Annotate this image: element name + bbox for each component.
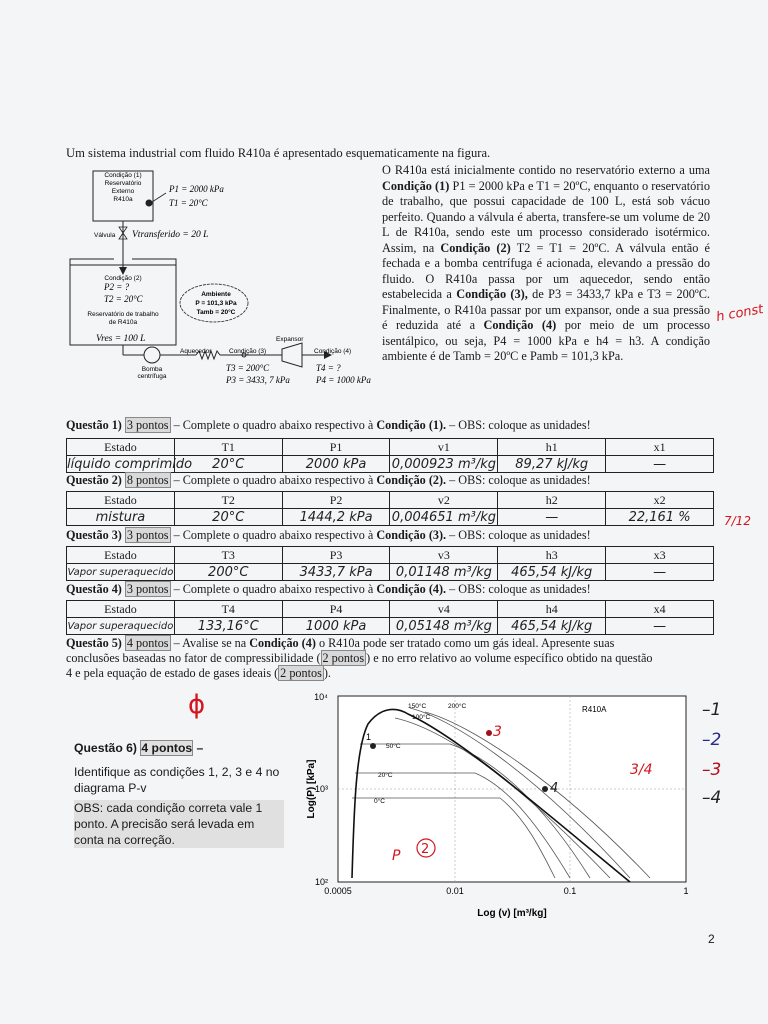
answer-t: 20°C [174,509,282,526]
p2-circle-label: 2 [421,842,430,857]
box2-title: Condição (2) [104,275,142,282]
question-1: Questão 1) 3 pontos – Complete o quadro abaixo respectivo à Condição (1). – OBS: coloque as unidades! [66,418,591,432]
grade-q6: 3/4 [630,762,653,778]
intro-text: Um sistema industrial com fluido R410a é apresentado esquematicamente na figura. [66,146,491,160]
heater-label: Aquecedor [180,348,212,355]
table-answer-row [67,509,714,526]
h-v: v1 [390,439,498,456]
res-trab-1: Reservatório de trabalho [87,311,159,318]
table-q4 [66,600,714,635]
answer-estado: líquido comprimido [67,456,193,472]
answer-h: 465,54 kJ/kg [498,618,606,635]
h-x: x2 [606,492,714,509]
p1-label: P1 = 2000 kPa [169,184,224,194]
box1-line-1: Condição (1) [104,172,142,179]
p3-label: P3 = 3433, 7 kPa [226,375,290,385]
h-estado: Estado [67,547,175,564]
answer-t: 200°C [174,564,282,581]
answer-h: — [498,509,606,526]
amb-2: P = 101,3 kPa [195,300,237,307]
xtick-1: 0.0005 [324,886,352,896]
answer-x: 22,161 % [606,509,714,526]
h-h: h4 [498,601,606,618]
box1-line-3: Externo [111,188,135,195]
answer-t: 133,16°C [174,618,282,635]
p2-mark: P [392,848,401,864]
answer-p: 1000 kPa [282,618,390,635]
h-p: P2 [282,492,390,509]
h-estado: Estado [67,601,175,618]
expander-icon [282,343,302,367]
mark-3: –3 [702,760,722,780]
point-4 [542,786,548,792]
p2-label: P2 = ? [104,282,130,292]
iso-100: 100°C [412,714,431,721]
t3-label: T3 = 200°C [226,363,270,373]
table-q2 [66,491,714,526]
h-t: T4 [174,601,282,618]
h-estado: Estado [67,492,175,509]
vres-label: Vres = 100 L [96,334,146,344]
h-x: x4 [606,601,714,618]
cond3-label: Condição (3) [229,348,267,355]
table-answer-row [67,456,714,473]
y-axis-label: Log(P) [kPa] [306,759,317,819]
amb-3: Tamb = 20°C [196,309,236,316]
table-header-row [67,547,714,564]
point-4-label: 4 [550,781,559,796]
answer-estado: Vapor superaquecido [67,618,175,635]
h-v: v4 [390,601,498,618]
iso-200: 200°C [448,703,467,710]
res-trab-2: de R410a [108,319,138,326]
t1-label: T1 = 20°C [169,198,208,208]
problem-statement: O R410a está inicialmente contido no reservatório externo a uma Condição (1) P1 = 2000 kPa e T1 = 20ºC, enquanto o reservatório de trabalho, que possui capacidade de 100 L, está sob vácuo perfeito. Quando a válvula é aberta, transfere-se um volume de 20 L de R410a, sendo este um processo considerado isotérmico. Assim, na Condição (2) T2 = T1 = 20ºC. A válvula então é fechada e a bomba centrífuga é acionada, elevando a pressão do fluido. O R410a passa por um aquecedor, sendo então estabelecida a Condição (3), de P3 = 3433,7 kPa e T3 = 200ºC. Finalmente, o R410a passar por um expansor, onde a sua pressão é reduzida até a Condição (4) por meio de um processo isentálpico, ou seja, P4 = 1000 kPa e h4 = h3. A condição ambiente é de Tamb = 20ºC e Pamb = 101,3 kPa. [382,163,711,363]
cond4-label: Condição (4) [314,348,352,355]
h-h: h2 [498,492,606,509]
pump-label-1: Bomba [141,366,163,373]
h-h: h3 [498,547,606,564]
p4-label: P4 = 1000 kPa [316,375,371,385]
table-header-row [67,601,714,618]
table-q1 [66,438,714,473]
ytick-mid: 10³ [314,784,328,794]
question-2: Questão 2) 8 pontos – Complete o quadro abaixo respectivo à Condição (2). – OBS: coloque as unidades! [66,473,591,487]
answer-estado: mistura [67,509,175,526]
expander-label: Expansor [276,336,304,343]
system-schematic [66,163,382,393]
h-p: P3 [282,547,390,564]
point-3 [486,730,492,736]
mark-1: –1 [702,700,722,720]
state-1-dot [146,200,153,207]
h-h: h1 [498,439,606,456]
point-3-label: 3 [493,724,502,740]
answer-x: — [606,456,714,473]
box1-line-4: R410a [113,196,133,203]
answer-v: 0,01148 m³/kg [390,564,498,581]
question-5: Questão 5) 4 pontos – Avalise se na Condição (4) o R410a pode ser tratado como um gás ideal. Apresente suas conclusões baseadas no fator de compressibilidade ( 2 pontos ) e no erro relativo ao volume específico obtido na questão 4 e pela equação de estado de gases ideais ( 2 pontos ). [66,636,653,680]
pv-diagram [300,688,700,924]
table-q3 [66,546,714,581]
answer-v: 0,05148 m³/kg [390,618,498,635]
iso-20: 20°C [378,772,393,779]
ytick-bot: 10² [314,877,328,887]
table-header-row [67,492,714,509]
point-1-label: 1 [366,732,372,742]
h-estado: Estado [67,439,175,456]
xtick-4: 1 [683,886,689,896]
answer-p: 2000 kPa [282,456,390,473]
q6-body: Identifique as condições 1, 2, 3 e 4 no diagrama P-v [74,765,280,795]
q6-obs: OBS: cada condição correta vale 1 ponto. A precisão será levada em conta na correção. [74,800,284,848]
valve-label: Válvula [94,232,116,239]
question-6: Questão 6) 4 pontos – Identifique as condições 1, 2, 3 e 4 no diagrama P-v OBS: cada condição correta vale 1 ponto. A precisão será levada em conta na correção. [74,740,284,848]
xtick-2: 0.01 [446,886,464,896]
point-1 [370,743,376,749]
vtrans-label: Vtransferido = 20 L [132,230,209,240]
answer-v: 0,004651 m³/kg [391,509,496,525]
mark-4: –4 [702,788,722,808]
answer-x: — [606,618,714,635]
table-header-row [67,439,714,456]
x-axis-label: Log (v) [m³/kg] [477,908,547,919]
t4-label: T4 = ? [316,363,341,373]
chart-title: R410A [582,705,607,714]
question-4: Questão 4) 3 pontos – Complete o quadro abaixo respectivo à Condição (4). – OBS: coloque as unidades! [66,582,591,596]
question-3: Questão 3) 3 pontos – Complete o quadro abaixo respectivo à Condição (3). – OBS: coloque as unidades! [66,528,591,542]
pump-icon [144,347,160,363]
answer-v: 0,000923 m³/kg [391,456,496,472]
table-answer-row [67,564,714,581]
answer-p: 3433,7 kPa [282,564,390,581]
grade-q2: 7/12 [724,514,751,528]
h-x: x3 [606,547,714,564]
answer-h: 465,54 kJ/kg [498,564,606,581]
ytick-top: 10⁴ [314,692,328,702]
iso-0: 0°C [374,798,385,805]
h-p: P4 [282,601,390,618]
h-v: v2 [390,492,498,509]
answer-t: 20°C [174,456,282,473]
mark-2: –2 [702,730,722,750]
h-p: P1 [282,439,390,456]
answer-p: 1444,2 kPa [282,509,390,526]
answer-x: — [606,564,714,581]
margin-note: h const [715,301,765,326]
pump-label-2: centrífuga [137,373,167,380]
t2-label: T2 = 20°C [104,294,143,304]
h-v: v3 [390,547,498,564]
xtick-3: 0.1 [563,886,577,896]
iso-50: 50°C [386,743,401,750]
page-number: 2 [708,932,715,946]
answer-h: 89,27 kJ/kg [498,456,606,473]
h-t: T1 [174,439,282,456]
box1-line-2: Reservatório [104,180,142,187]
h-t: T2 [174,492,282,509]
answer-estado: Vapor superaquecido [67,564,175,581]
amb-1: Ambiente [201,291,231,298]
iso-150: 150°C [408,703,427,710]
grade-q5: ϕ [188,690,206,720]
h-x: x1 [606,439,714,456]
table-answer-row [67,618,714,635]
h-t: T3 [174,547,282,564]
